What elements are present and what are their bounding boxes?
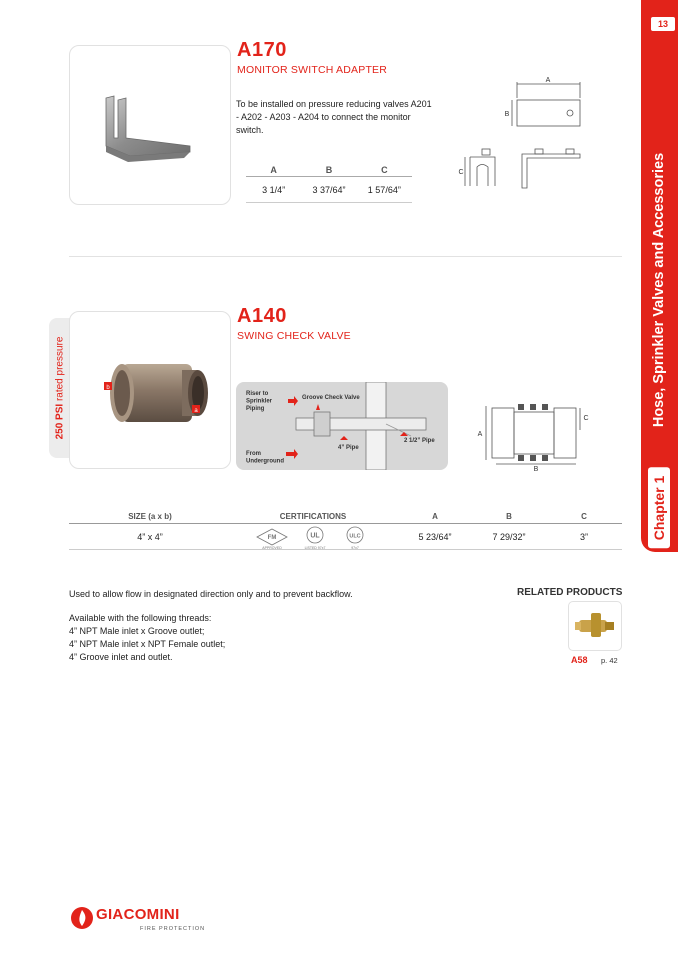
spec-value-a: 5 23/64” <box>418 532 452 542</box>
a140-photo-box <box>69 311 231 469</box>
brand-tagline: FIRE PROTECTION <box>140 926 206 932</box>
related-product-page: p. 42 <box>601 656 618 665</box>
spec-header-certifications: CERTIFICATIONS <box>279 512 347 521</box>
diagram-label-pipe4: 4” Pipe <box>338 445 359 451</box>
a140-technical-drawing <box>472 400 592 472</box>
a170-subtitle: MONITOR SWITCH ADAPTER <box>237 64 388 76</box>
threads-intro: Available with the following threads: <box>69 613 212 623</box>
fm-approved-icon <box>257 529 287 550</box>
pressure-label: rated pressure <box>54 336 66 402</box>
usage-text: Used to allow flow in designated direction only and to prevent backflow. <box>69 589 353 599</box>
svg-text:97x7: 97x7 <box>351 546 359 550</box>
a140-code: A140 <box>237 305 287 327</box>
related-product-code[interactable]: A58 <box>571 655 588 665</box>
a170-value-a: 3 1/4” <box>262 185 286 195</box>
installation-diagram <box>236 382 448 470</box>
giacomini-logo <box>70 905 210 935</box>
chapter-label: Chapter 1 <box>648 468 670 549</box>
spec-value-size: 4” x 4” <box>137 532 163 542</box>
threads-list <box>69 612 225 664</box>
thread-option: 4” Groove inlet and outlet. <box>69 652 173 662</box>
chapter-tab <box>641 0 678 552</box>
spec-header-b: B <box>506 512 512 521</box>
related-products-title: RELATED PRODUCTS <box>517 587 623 598</box>
a170-header-a: A <box>270 165 277 175</box>
pressure-rating-text <box>55 337 66 440</box>
a170-code: A170 <box>237 39 287 61</box>
section-divider <box>69 256 622 257</box>
svg-text:ULC: ULC <box>349 533 361 540</box>
a170-value-c: 1 57/64” <box>367 185 401 195</box>
a170-header-c: C <box>381 165 388 175</box>
a170-description: To be installed on pressure reducing valves A201 - A202 - A203 - A204 to connect the monitor switch. <box>236 99 432 135</box>
spec-value-b: 7 29/32” <box>492 532 526 542</box>
a140-drawing-label-b: B <box>533 466 539 472</box>
ul-listed-icon <box>305 527 326 550</box>
spec-header-a: A <box>432 512 438 521</box>
diagram-label-riser: Riser to Sprinkler Piping <box>246 391 273 412</box>
svg-text:APPROVED: APPROVED <box>262 546 282 550</box>
photo-label-outlet: a <box>194 408 198 414</box>
a170-value-b: 3 37/64” <box>312 185 346 195</box>
diagram-label-from: From Underground <box>246 451 284 465</box>
spec-value-c: 3” <box>579 532 589 542</box>
chapter-title: Hose, Sprinkler Valves and Accessories <box>651 152 667 428</box>
a170-photo-box <box>69 45 231 205</box>
thread-option: 4” NPT Male inlet x Groove outlet; <box>69 626 205 636</box>
photo-label-inlet: b <box>106 385 110 391</box>
a140-drawing-label-a: A <box>477 431 483 438</box>
certification-logos <box>255 525 375 550</box>
page-number: 13 <box>651 17 675 31</box>
brand-name: GIACOMINI <box>96 906 180 923</box>
svg-text:UL: UL <box>310 532 320 540</box>
svg-text:FM: FM <box>267 535 277 541</box>
monitor-switch-adapter-photo <box>70 46 232 206</box>
flame-logo-icon <box>70 905 94 931</box>
pressure-value: 250 PSI <box>54 403 66 440</box>
a170-technical-drawing <box>455 72 590 194</box>
a140-subtitle: SWING CHECK VALVE <box>237 330 351 342</box>
spec-header-size: SIZE (a x b) <box>128 512 172 521</box>
related-product-image <box>569 602 623 652</box>
spec-header-c: C <box>581 512 587 521</box>
a140-drawing-label-c: C <box>583 415 589 422</box>
a170-dimension-table <box>246 163 412 203</box>
a170-drawing-label-b: B <box>504 111 510 118</box>
pressure-rating-tab <box>49 318 71 458</box>
swing-check-valve-photo <box>70 312 232 470</box>
diagram-label-valve: Groove Check Valve <box>302 395 360 401</box>
ulc-listed-icon <box>347 527 363 550</box>
a170-drawing-label-c: C <box>458 169 464 176</box>
a170-drawing-label-a: A <box>545 77 551 84</box>
svg-text:LISTED 97x7: LISTED 97x7 <box>304 546 326 550</box>
a170-header-b: B <box>325 165 333 175</box>
a140-spec-table <box>69 510 622 550</box>
diagram-label-pipe212: 2 1/2” Pipe <box>404 438 435 444</box>
thread-option: 4” NPT Male inlet x NPT Female outlet; <box>69 639 226 649</box>
related-product-card[interactable] <box>568 601 622 651</box>
